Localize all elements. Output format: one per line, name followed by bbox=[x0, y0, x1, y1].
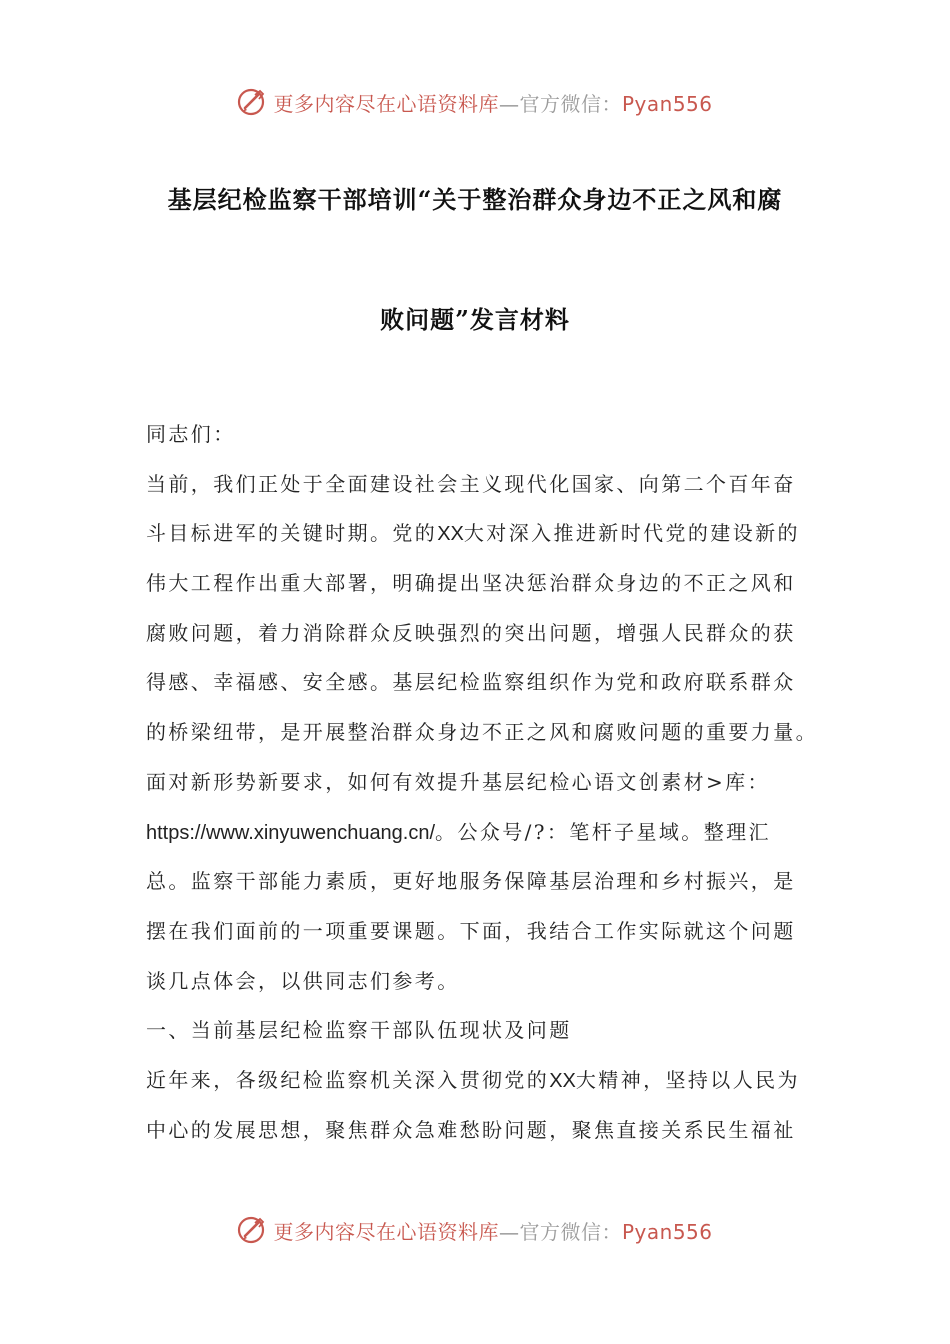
footer-separator: — bbox=[498, 1219, 520, 1244]
header-separator: — bbox=[498, 91, 520, 116]
paragraph-2-line-1 bbox=[146, 1064, 816, 1114]
paragraph-1-line-3: 伟大工程作出重大部署，明确提出坚决惩治群众身边的不正之风和 bbox=[146, 571, 796, 596]
header-wechat-label: 官方微信： bbox=[519, 91, 622, 116]
paragraph-1-line-11: 谈几点体会，以供同志们参考。 bbox=[146, 968, 460, 993]
pen-logo-icon bbox=[237, 1215, 267, 1245]
header-wechat-id: Pyan556 bbox=[621, 91, 713, 116]
p1-l8-part-b: 。公众号/?：笔杆子星域。整理汇 bbox=[435, 819, 771, 844]
section-heading-1: 一、当前基层纪检监察干部队伍现状及问题 bbox=[146, 1018, 572, 1043]
document-body bbox=[146, 418, 816, 1163]
p1-l2-part-a: 斗目标进军的关键时期。党的 bbox=[146, 521, 438, 546]
header-watermark-banner bbox=[0, 82, 950, 122]
salutation: 同志们： bbox=[146, 422, 236, 446]
p2-l1-part-b: XX bbox=[549, 1069, 576, 1092]
paragraph-2-line-2: 中心的发展思想，聚焦群众急难愁盼问题，聚焦直接关系民生福祉 bbox=[146, 1117, 796, 1142]
paragraph-1-line-10: 摆在我们面前的一项重要课题。下面，我结合工作实际就这个问题 bbox=[146, 918, 796, 943]
p2-l1-part-a: 近年来，各级纪检监察机关深入贯彻党的 bbox=[146, 1067, 550, 1092]
header-banner-text bbox=[273, 88, 712, 117]
p1-l2-part-b: XX bbox=[437, 523, 464, 546]
footer-wechat-id: Pyan556 bbox=[621, 1219, 713, 1244]
p1-l2-part-c: 大对深入推进新时代党的建设新的 bbox=[463, 521, 800, 546]
paragraph-1-line-7: 面对新形势新要求，如何有效提升基层纪检心语文创素材>库： bbox=[146, 769, 770, 794]
paragraph-1-line-4: 腐败问题，着力消除群众反映强烈的突出问题，增强人民群众的获 bbox=[146, 620, 796, 645]
paragraph-1-line-8 bbox=[146, 816, 816, 866]
document-title-line-2: 败问题”发言材料 bbox=[380, 305, 570, 334]
footer-watermark-banner bbox=[0, 1210, 950, 1250]
website-url-text: https://www.xinyuwenchuang.cn/ bbox=[146, 821, 436, 844]
p2-l1-part-c: 大精神，坚持以人民为 bbox=[575, 1067, 800, 1092]
footer-wechat-label: 官方微信： bbox=[519, 1219, 622, 1244]
paragraph-1-line-2 bbox=[146, 517, 816, 567]
footer-banner-text bbox=[273, 1216, 712, 1245]
paragraph-1-line-1: 当前，我们正处于全面建设社会主义现代化国家、向第二个百年奋 bbox=[146, 471, 796, 496]
paragraph-1-line-5: 得感、幸福感、安全感。基层纪检监察组织作为党和政府联系群众 bbox=[146, 670, 796, 695]
footer-brand: 更多内容尽在心语资料库 bbox=[273, 1219, 499, 1244]
pen-logo-icon bbox=[237, 87, 267, 117]
paragraph-1-line-9: 总。监察干部能力素质，更好地服务保障基层治理和乡村振兴，是 bbox=[146, 869, 796, 894]
document-title-line-1: 基层纪检监察干部培训“关于整治群众身边不正之风和腐 bbox=[167, 185, 783, 214]
header-brand: 更多内容尽在心语资料库 bbox=[273, 91, 499, 116]
paragraph-1-line-6: 的桥梁纽带，是开展整治群众身边不正之风和腐败问题的重要力量。 bbox=[146, 720, 818, 745]
